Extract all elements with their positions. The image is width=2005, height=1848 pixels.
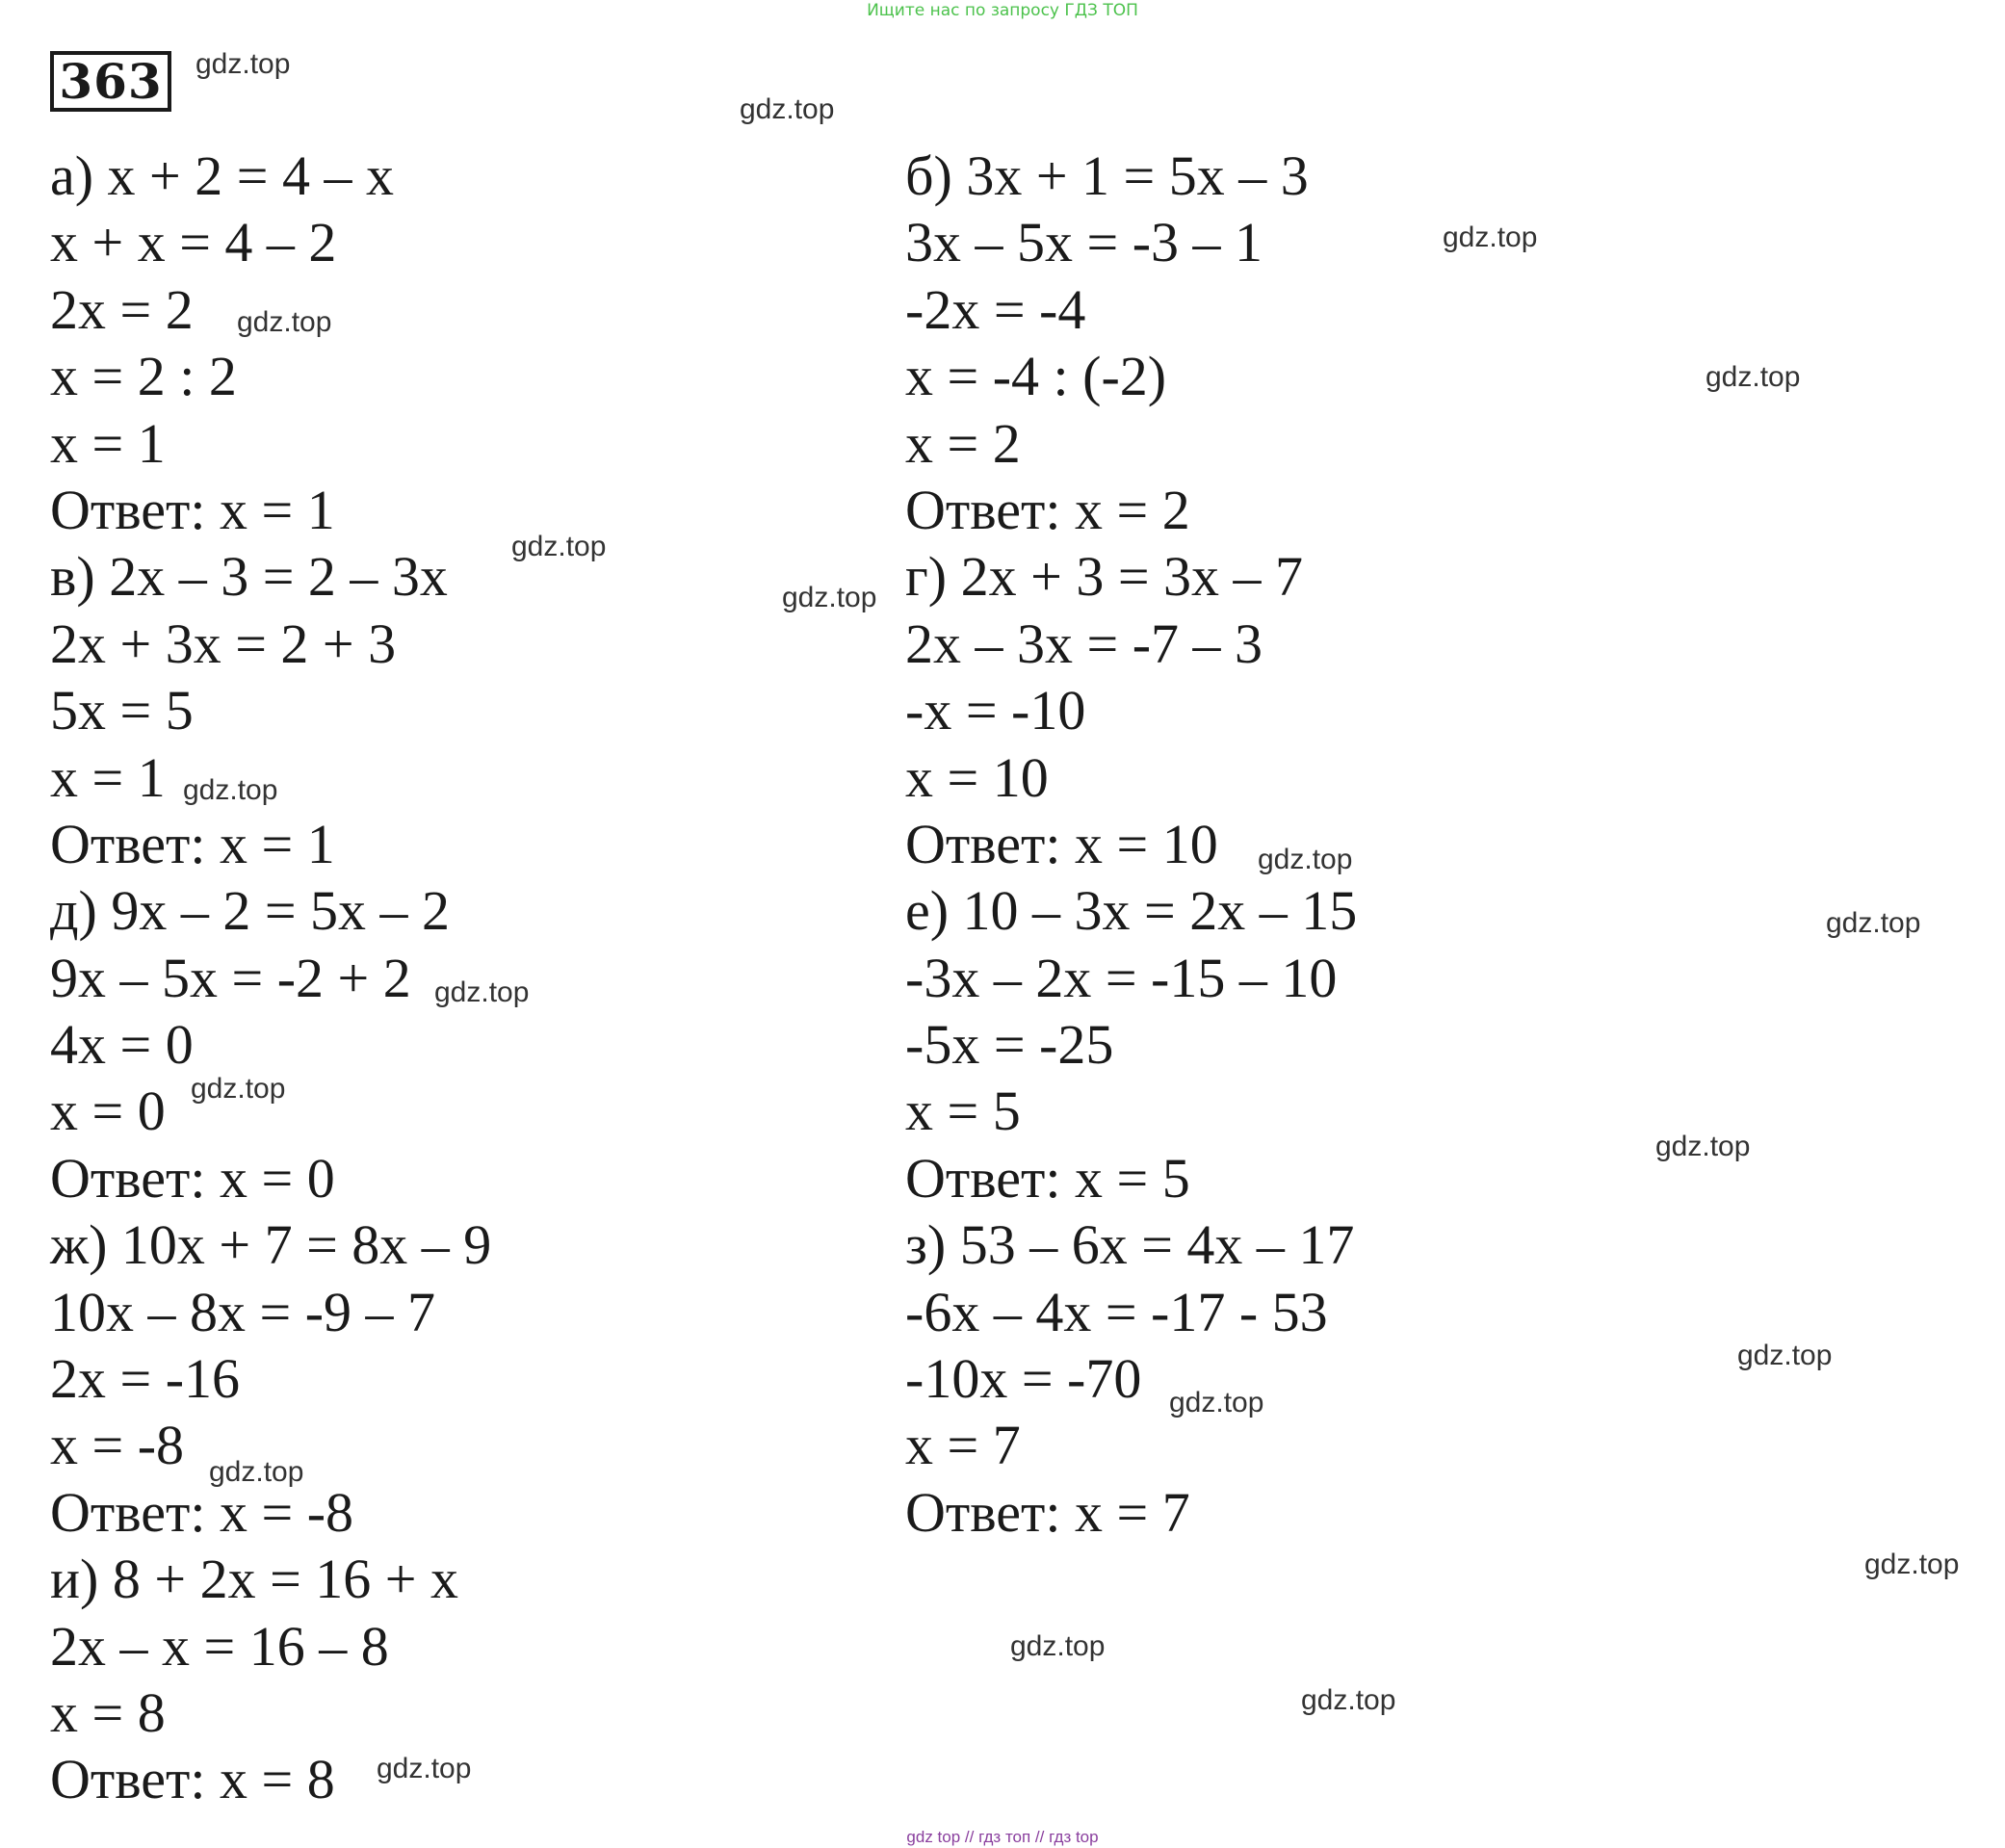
watermark: gdz.top xyxy=(1826,907,1921,939)
watermark: gdz.top xyxy=(1258,844,1353,875)
watermark: gdz.top xyxy=(1706,361,1801,393)
equation-line: x = -4 : (-2) xyxy=(905,345,1167,408)
equation-line: x = 5 xyxy=(905,1080,1021,1143)
answer-line: Ответ: x = 7 xyxy=(905,1480,1190,1544)
equation-line: x = 7 xyxy=(905,1414,1021,1477)
watermark: gdz.top xyxy=(1864,1549,1960,1580)
answer-line: Ответ: x = 8 xyxy=(50,1748,335,1811)
equation-line: и) 8 + 2x = 16 + x xyxy=(50,1548,458,1611)
equation-line: x = 10 xyxy=(905,745,1049,809)
equation-line: 2x = 2 xyxy=(50,277,194,341)
watermark: gdz.top xyxy=(1010,1630,1106,1662)
watermark: gdz.top xyxy=(195,48,291,80)
answer-line: Ответ: x = 5 xyxy=(905,1146,1190,1210)
equation-line: x = -8 xyxy=(50,1414,185,1477)
equation-line: в) 2x – 3 = 2 – 3x xyxy=(50,545,448,609)
top-banner: Ищите нас по запросу ГДЗ ТОП xyxy=(867,1,1138,20)
equation-line: г) 2x + 3 = 3x – 7 xyxy=(905,545,1304,609)
equation-line: x = 2 xyxy=(905,411,1021,475)
watermark: gdz.top xyxy=(511,531,607,562)
equation-line: -6x – 4x = -17 - 53 xyxy=(905,1280,1328,1343)
watermark: gdz.top xyxy=(191,1073,286,1105)
watermark: gdz.top xyxy=(1169,1387,1264,1419)
equation-line: -x = -10 xyxy=(905,679,1086,742)
watermark: gdz.top xyxy=(183,774,278,806)
equation-line: з) 53 – 6x = 4x – 17 xyxy=(905,1213,1355,1277)
answer-line: Ответ: x = 1 xyxy=(50,478,335,541)
equation-line: -3x – 2x = -15 – 10 xyxy=(905,946,1338,1009)
equation-line: 10x – 8x = -9 – 7 xyxy=(50,1280,436,1343)
equation-line: ж) 10x + 7 = 8x – 9 xyxy=(50,1213,492,1277)
watermark: gdz.top xyxy=(1655,1131,1751,1162)
equation-line: -10x = -70 xyxy=(905,1347,1142,1411)
equation-line: 2x – x = 16 – 8 xyxy=(50,1614,389,1678)
answer-line: Ответ: x = 0 xyxy=(50,1146,335,1210)
watermark: gdz.top xyxy=(377,1753,472,1784)
watermark: gdz.top xyxy=(740,93,835,125)
equation-line: x = 1 xyxy=(50,745,166,809)
equation-line: x = 0 xyxy=(50,1080,166,1143)
problem-number: 363 xyxy=(50,51,171,112)
equation-line: -5x = -25 xyxy=(905,1013,1114,1077)
equation-line: x = 8 xyxy=(50,1680,166,1744)
equation-line: а) x + 2 = 4 – x xyxy=(50,144,394,207)
equation-line: 4x = 0 xyxy=(50,1013,194,1077)
answer-line: Ответ: x = 10 xyxy=(905,812,1218,875)
watermark: gdz.top xyxy=(237,306,332,338)
watermark: gdz.top xyxy=(434,976,530,1008)
equation-line: -2x = -4 xyxy=(905,277,1086,341)
watermark: gdz.top xyxy=(782,582,877,613)
answer-line: Ответ: x = 1 xyxy=(50,812,335,875)
equation-line: 3x – 5x = -3 – 1 xyxy=(905,211,1263,274)
equation-line: x = 2 : 2 xyxy=(50,345,237,408)
equation-line: е) 10 – 3x = 2x – 15 xyxy=(905,879,1358,943)
equation-line: 2x + 3x = 2 + 3 xyxy=(50,612,397,675)
equation-line: 2x = -16 xyxy=(50,1347,241,1411)
watermark: gdz.top xyxy=(209,1456,304,1488)
equation-line: б) 3x + 1 = 5x – 3 xyxy=(905,144,1309,207)
watermark: gdz.top xyxy=(1301,1684,1396,1716)
equation-line: x = 1 xyxy=(50,411,166,475)
footer-text: gdz top // гдз топ // гдз top xyxy=(906,1828,1099,1846)
equation-line: x + x = 4 – 2 xyxy=(50,211,337,274)
answer-line: Ответ: x = -8 xyxy=(50,1480,354,1544)
equation-line: 9x – 5x = -2 + 2 xyxy=(50,946,411,1009)
watermark: gdz.top xyxy=(1737,1340,1833,1371)
answer-line: Ответ: x = 2 xyxy=(905,478,1190,541)
equation-line: д) 9x – 2 = 5x – 2 xyxy=(50,879,451,943)
equation-line: 5x = 5 xyxy=(50,679,194,742)
equation-line: 2x – 3x = -7 – 3 xyxy=(905,612,1263,675)
watermark: gdz.top xyxy=(1443,221,1538,253)
left-solution-column xyxy=(50,143,491,1813)
